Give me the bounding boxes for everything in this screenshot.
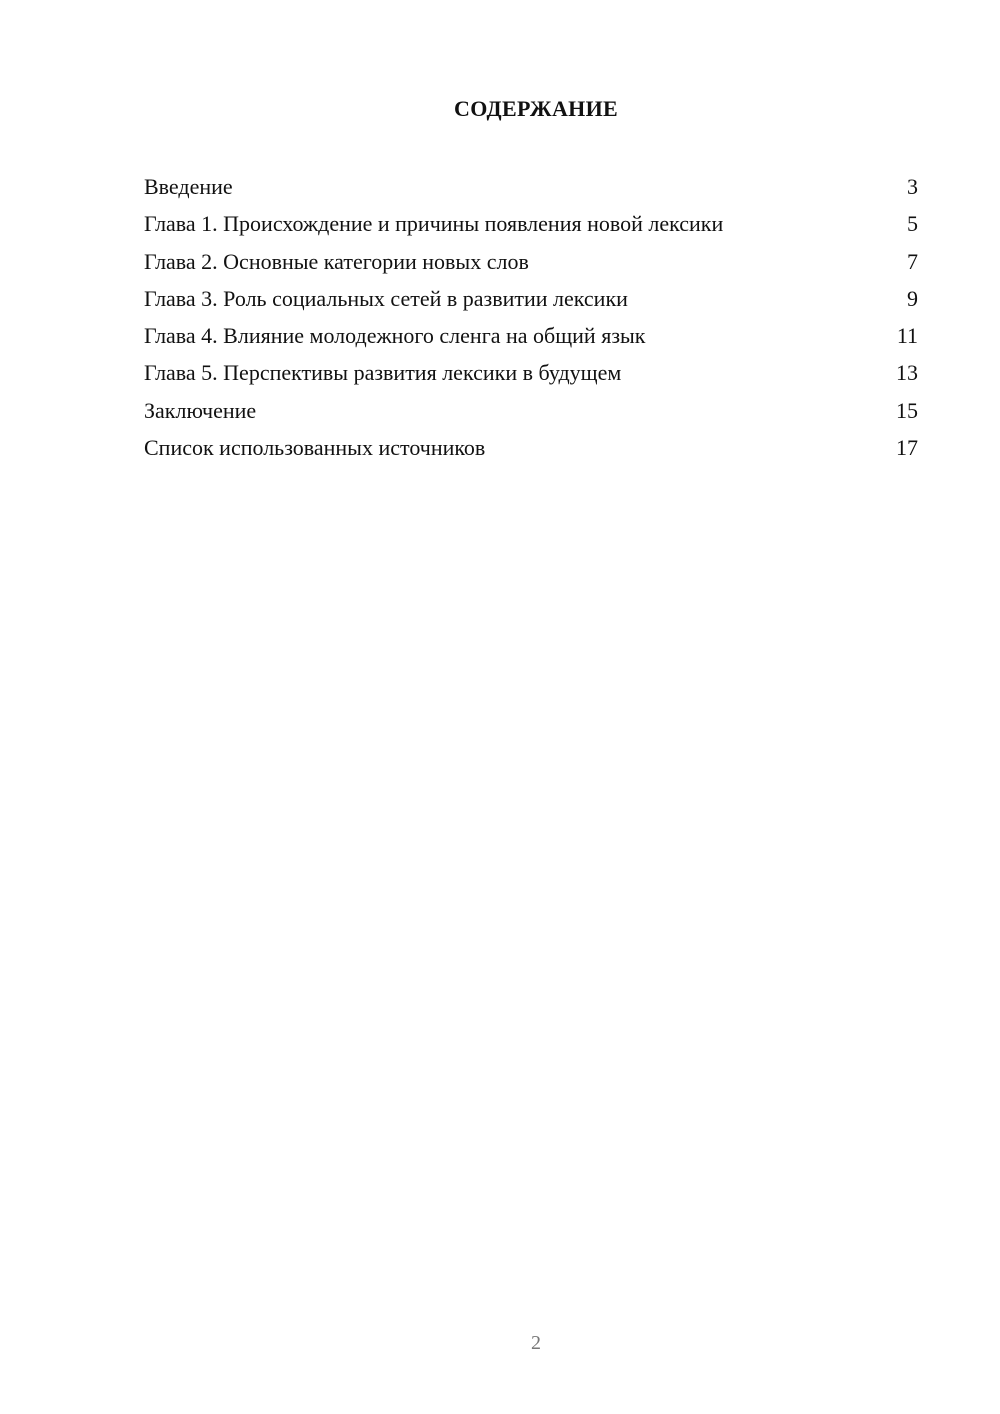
toc-entry-page: 15 [896, 397, 918, 423]
toc-entry-label: Глава 4. Влияние молодежного сленга на общий язык [144, 323, 646, 349]
toc-entry-chapter-1[interactable] [144, 205, 918, 242]
toc-entry-label: Глава 1. Происхождение и причины появления новой лексики [144, 211, 724, 237]
toc-entry-label: Заключение [144, 397, 257, 423]
toc-entry-page: 3 [907, 174, 918, 199]
page-title: СОДЕРЖАНИЕ [454, 96, 618, 121]
toc-entry-page: 5 [907, 211, 918, 237]
toc-entry-label: Глава 5. Перспективы развития лексики в будущем [144, 360, 622, 386]
toc-entry-page: 13 [896, 360, 918, 386]
toc-entry-chapter-4[interactable] [144, 317, 918, 354]
toc-entry-label: Глава 2. Основные категории новых слов [144, 248, 529, 274]
toc-entry-label: Глава 3. Роль социальных сетей в развитии лексики [144, 285, 628, 311]
toc-entry-label: Введение [144, 174, 233, 199]
toc-entry-page: 7 [907, 248, 918, 274]
toc-entry-chapter-2[interactable] [144, 243, 918, 280]
toc-entry-label: Список использованных источников [144, 435, 486, 461]
toc-entry-chapter-5[interactable] [144, 354, 918, 391]
table-of-contents [144, 168, 918, 466]
toc-entry-page: 9 [907, 285, 918, 311]
toc-entry-chapter-3[interactable] [144, 280, 918, 317]
toc-entry-page: 17 [896, 435, 918, 461]
toc-entry-references[interactable] [144, 429, 918, 466]
toc-entry-conclusion[interactable] [144, 392, 918, 429]
toc-entry-page: 11 [896, 323, 918, 349]
page-number: 2 [531, 1332, 541, 1354]
toc-entry-introduction[interactable] [144, 168, 918, 205]
